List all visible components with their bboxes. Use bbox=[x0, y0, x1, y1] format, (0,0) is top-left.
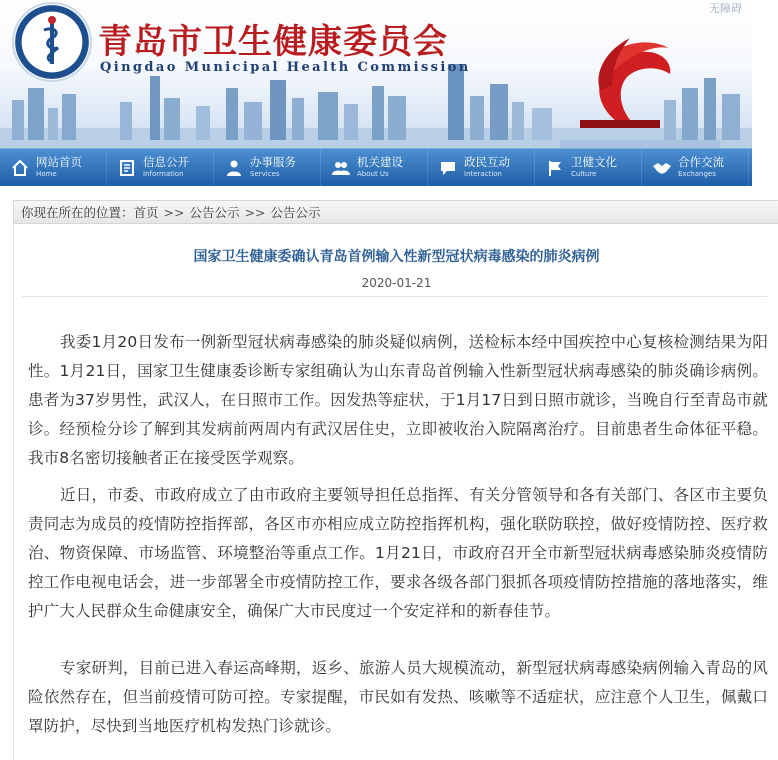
nav-label-en: Exchanges bbox=[678, 169, 716, 178]
home-icon bbox=[10, 158, 30, 178]
nav-label-en: Information bbox=[143, 169, 184, 178]
breadcrumb-separator: >> bbox=[163, 204, 185, 220]
article-paragraph: 专家研判，目前已进入春运高峰期，返乡、旅游人员大规模流动，新型冠状病毒感染病例输入青岛的风险依然存在，但当前疫情可防可控。专家提醒，市民如有发热、咳嗽等不适症状，应注意个人卫生，佩戴口罩防护，尽快到当地医疗机构发热门诊就诊。 bbox=[28, 659, 768, 735]
nav-label: 信息公开 bbox=[143, 155, 189, 170]
article-title: 国家卫生健康委确认青岛首例输入性新型冠状病毒感染的肺炎病例 bbox=[193, 249, 600, 265]
nav-label: 网站首页 bbox=[36, 155, 82, 170]
nav-label: 合作交流 bbox=[678, 155, 724, 170]
article-paragraph: 我委1月20日发布一例新型冠状病毒感染的肺炎疑似病例，送检标本经中国疾控中心复核检测结果为阳性。1月21日，国家卫生健康委诊断专家组确认为山东青岛首例输入性新型冠状病毒感染的肺炎确诊病例。患者为37岁男性，武汉人，在日照市工作。因发热等症状，于1月17日到日照市就诊，当晚自行至青岛市就诊。经预检分诊了解到其发病前两周内有武汉居住史，立即被收治入院隔离治疗。目前患者生命体征平稳。我市8名密切接触者正在接受医学观察。 bbox=[28, 333, 768, 467]
article-paragraph: 近日，市委、市政府成立了由市政府主要领导担任总指挥、有关分管领导和各有关部门、各区市主要负责同志为成员的疫情防控指挥部，各区市亦相应成立防控指挥机构，强化联防联控，做好疫情防控、医疗救治、物资保障、市场监管、环境整治等重点工作。1月21日，市政府召开全市新型冠状病毒感染肺炎疫情防控工作电视电话会，进一步部署全市疫情防控工作，要求各级各部门狠抓各项疫情防控措施的落地落实，维护广大人民群众生命健康安全，确保广大市民度过一个安定祥和的新春佳节。 bbox=[28, 486, 768, 620]
nav-label: 卫健文化 bbox=[571, 155, 617, 170]
person-icon bbox=[224, 158, 244, 178]
nav-item-home[interactable] bbox=[0, 149, 107, 187]
article bbox=[13, 224, 778, 760]
breadcrumb-prefix: 你现在所在的位置： bbox=[21, 205, 134, 220]
nav-item-services[interactable] bbox=[214, 149, 321, 187]
site-banner bbox=[0, 0, 752, 148]
site-title: 青岛市卫生健康委员会 bbox=[98, 22, 448, 62]
divider bbox=[22, 296, 767, 297]
handshake-icon bbox=[652, 158, 672, 178]
nav-label-en: Services bbox=[250, 169, 280, 178]
breadcrumb-current[interactable]: 公告公示 bbox=[270, 205, 321, 220]
nav-label-en: Home bbox=[36, 169, 57, 178]
nav-label-en: Culture bbox=[571, 169, 597, 178]
nav-label: 办事服务 bbox=[250, 155, 296, 170]
article-date: 2020-01-21 bbox=[361, 276, 432, 290]
group-icon bbox=[331, 158, 351, 178]
accessibility-link[interactable]: 无障碍 bbox=[709, 2, 742, 15]
breadcrumb-announcements-link[interactable]: 公告公示 bbox=[189, 205, 240, 220]
health-emblem-icon bbox=[14, 4, 90, 80]
nav-label-en: Interaction bbox=[464, 169, 502, 178]
nav-item-information[interactable] bbox=[107, 149, 214, 187]
site-subtitle: Qingdao Municipal Health Commission bbox=[100, 60, 471, 75]
flag-icon bbox=[545, 158, 565, 178]
breadcrumb-separator: >> bbox=[244, 204, 266, 220]
breadcrumb bbox=[13, 200, 778, 224]
main-nav bbox=[0, 148, 752, 186]
nav-item-about-us[interactable] bbox=[321, 149, 428, 187]
nav-item-interaction[interactable] bbox=[428, 149, 535, 187]
nav-label: 机关建设 bbox=[357, 155, 403, 170]
nav-item-culture[interactable] bbox=[535, 149, 642, 187]
nav-label: 政民互动 bbox=[464, 155, 510, 170]
nav-label-en: About Us bbox=[357, 169, 389, 178]
may-fourth-wind-sculpture bbox=[560, 20, 680, 130]
breadcrumb-home-link[interactable]: 首页 bbox=[133, 205, 159, 220]
chat-icon bbox=[438, 158, 458, 178]
nav-item-exchanges[interactable] bbox=[642, 149, 749, 187]
document-icon bbox=[117, 158, 137, 178]
